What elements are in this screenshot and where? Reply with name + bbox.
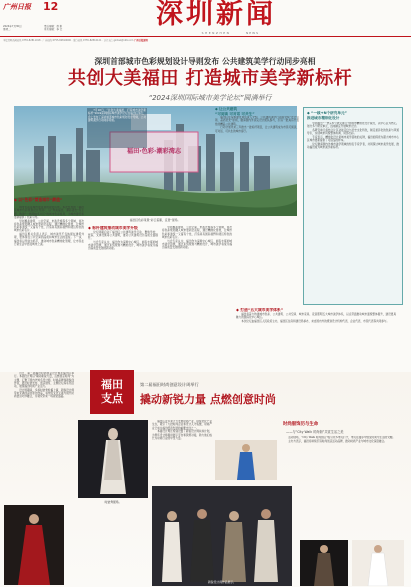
lead-col-1: 城市色彩是城市最直观的视觉印象。本次发布的《福田区城市色彩规划设计导则》，以“秀美福田，潮彩湾志”为主题，构建“一核两轴多片区”的城市色彩格局，为城市建设和更新提供了色彩引导。 导则覆盖建筑、公共空间、市政设施等多个领域，首次将色彩规划融入城市更新全流程，通过精细化管控，让城市色彩和谐统一又富有个性，打造具有国际视野和湾区特色的城市色彩名片。 福田区相关负责人表示，城市美学不仅体现在建筑外观，更体现在公共空间的品质和城市生活的温度。下一步，福田将以导则为抓手，推动城市色彩精细化管理，让市民在日常生活中感受城市之美。: [14, 206, 84, 247]
fashion-badge: 福田 支点: [90, 370, 134, 414]
lead-kicker: 深圳首部城市色彩规划设计导则发布 公共建筑美学行动同步亮相: [94, 57, 316, 66]
page-number: 12: [43, 0, 59, 13]
fashion-caption-2: 新锐设计师作品展示。: [208, 580, 236, 584]
model-blue-photo: [215, 440, 277, 480]
fashion-side-sub: ——与“City Walk 时尚街”共赏生活之美: [286, 430, 344, 434]
lead-col-3: 导则覆盖建筑、公共空间、市政设施等多个领域，首次将色彩规划融入城市更新全流程，通过精细化管控，让城市色彩和谐统一又富有个性，打造具有国际视野和湾区特色的城市色彩名片。 与会专家认为，福田作为深圳中心城区，拥有丰富的城市美学资源，通过系统规划与精细设计，城市美学将成为福田高质量发展的新动能。: [162, 226, 232, 250]
photo-caption: 福田区色彩景观“彩云着墨，宜居”现场。: [129, 218, 181, 222]
lead-col-2: ◆ 标杆建筑推动城市美学升级 论坛同期启动了福田区公共建筑美学行动，聚焦学校、医院、文体设施等公共建筑，推动公共建筑设计品质全面提升。 与会专家认为，福田作为深圳中心城区，拥有丰富的城市美学资源，通过系统规划与精细设计，城市美学将成为福田高质量发展的新动能。: [88, 226, 158, 251]
fashion-col-1: 近日，第二届福田时尚创意设计周在福田区举行。本届设计周以“撬动新锐力量，点燃创意时尚”为主题，汇聚了国内外知名设计师、时尚品牌和新锐创作者，通过时装发布、创意展览、主题论坛等系列活动，展现福田时尚产业活力。 设计周期间，多场时装秀轮番上演，新锐设计师带来充满创意的原创作品，将传统文化元素与现代时尚语言巧妙融合，为观众带来一场视觉盛宴。: [14, 372, 74, 399]
lead-headline: 共创大美福田 打造城市美学新标杆: [67, 68, 353, 89]
fashion-photo-group: [152, 486, 292, 586]
fashion-photo-runway: [78, 420, 148, 498]
sidebar-box-body: 导则提出“一核+N个研究单元”的城市精细化设计模式，以中心区为核心，划分多个研究单元，因地制宜开展城市设计。 各研究单元将结合片区功能定位与历史文化特色，制定差异化的色彩与风貌导引，实现城市风貌整体协调、局部出彩。 专家表示，精细化设计是城市美学落地的关键，福田的探索为超大城市中心区城市更新提供了可借鉴的样本。 论坛邀请国内外城市美学领域的知名专家学者，共同探讨城市美学发展，推动福田成为城市美学新标杆。: [307, 122, 399, 150]
issue-date: 2024年7月30日 星期二: [3, 25, 22, 32]
section-title: 深圳新闻: [156, 0, 276, 30]
model-white-photo: [352, 540, 404, 586]
lead-intro: 7月26日，“共创大美福田，打造城市美学新标杆”2024深圳国际城市美学论坛在福田区举行，会上发布了深圳首部城市色彩规划设计导则，公共建筑美学行动同步亮相。: [87, 108, 147, 148]
photo-overlay-text: 福田·色彩·潮彩湾志: [126, 148, 182, 155]
sidebar-box-heading: ◆ “一核+N个研究单元” 推进城市精细化设计: [307, 111, 347, 120]
fashion-photo-blue: [215, 440, 277, 480]
info-strip: 本报深圳新闻热线 0755-82811018 · 广告热线 0755-82810000 · 发行热线 0755-82810121 · 读者来信 gzrbsz@126.com 广州日报深圳: [3, 39, 148, 42]
masthead-rule: [0, 36, 411, 37]
sub2-heading: ◆ 标杆建筑推动城市美学升级: [88, 226, 138, 230]
model-black-photo: [300, 540, 348, 586]
fashion-photo-white: [352, 540, 404, 586]
fashion-side-heading: 时尚服饰历与生命: [283, 422, 319, 427]
lead-col-4: ◆ 打造“五大城市美学体系” 福田将着力构建城市色彩、公共建筑、公共空间、城市家具、夜景照明五大城市美学体系，以点带面推动城市面貌整体提升，建设更具魅力的国际化中心城区。 本次论坛由福田区人民政府主办，福田区住房和建设局承办，来自国内外的规划设计机构代表、企业代表、市民代表等共同参与。: [236, 308, 396, 323]
sidebar-mid-body: 福田区住房和建设局负责人介绍，公共建筑美学行动将坚持“设计引领、品质优先”原则，邀请国内外顶尖设计团队参与，打造一批具有代表性的精品公共建筑。 行动计划未来三年推出一批标杆项目，让公共建筑成为市民可阅读、可对话、可共生的城市客厅。: [215, 116, 299, 133]
fashion-col-3: 活动现场，“City Walk 时尚街区”吸引众多市民打卡，市民在漫步中感受时尚与生活的交融。 主办方表示，福田将持续打造时尚创意活动品牌，推动时尚产业与城市文化深度融合。: [288, 436, 395, 443]
section-pinyin: SHENZHEN: [201, 31, 231, 35]
editor-credits: 责任编辑：徐 阳 美术编辑：李 艺: [44, 25, 63, 32]
newspaper-logo: 广州日报 12: [3, 0, 59, 13]
fashion-photo-black: [300, 540, 348, 586]
section-en: NEWS: [246, 31, 260, 35]
fashion-col-2: 福田区近年来大力发展时尚产业，持续优化产业生态，吸引了大批时尚企业和设计人才集聚，时尚产业已成为福田经济发展的重要支柱之一。 本届设计周还特别设置了新锐设计师扶持计划，为青年设计师提供展示平台和资源对接，助力他们成长为时尚行业的中坚力量。: [152, 420, 212, 440]
sub3-heading: ◆ 打造“五大城市美学体系”: [236, 308, 284, 312]
fashion-kicker: 第二届福田时尚创意设计周举行: [140, 382, 199, 387]
sidebar-mid-title: ◆ 让公共建筑 “可阅读 可对话 可共生”: [215, 107, 255, 116]
fashion-caption-1: 时装秀现场。: [104, 500, 122, 504]
sub1-heading-wrap: [14, 198, 74, 203]
runway-photo: [78, 420, 148, 498]
lead-subhead: “2024深圳国际城市美学论坛”圆满举行: [148, 94, 272, 102]
sub1-heading: ◆ 以“色彩”营造城市“颜值”: [14, 197, 63, 202]
fashion-photo-red: [4, 505, 64, 585]
runway-group-photo: [152, 486, 292, 586]
sidebar-fine-design-box: [303, 107, 403, 305]
model-red-photo: [4, 505, 64, 585]
sidebar-public-architecture: [215, 107, 299, 176]
fashion-headline: 撬动新锐力量 点燃创意时尚: [140, 393, 276, 406]
